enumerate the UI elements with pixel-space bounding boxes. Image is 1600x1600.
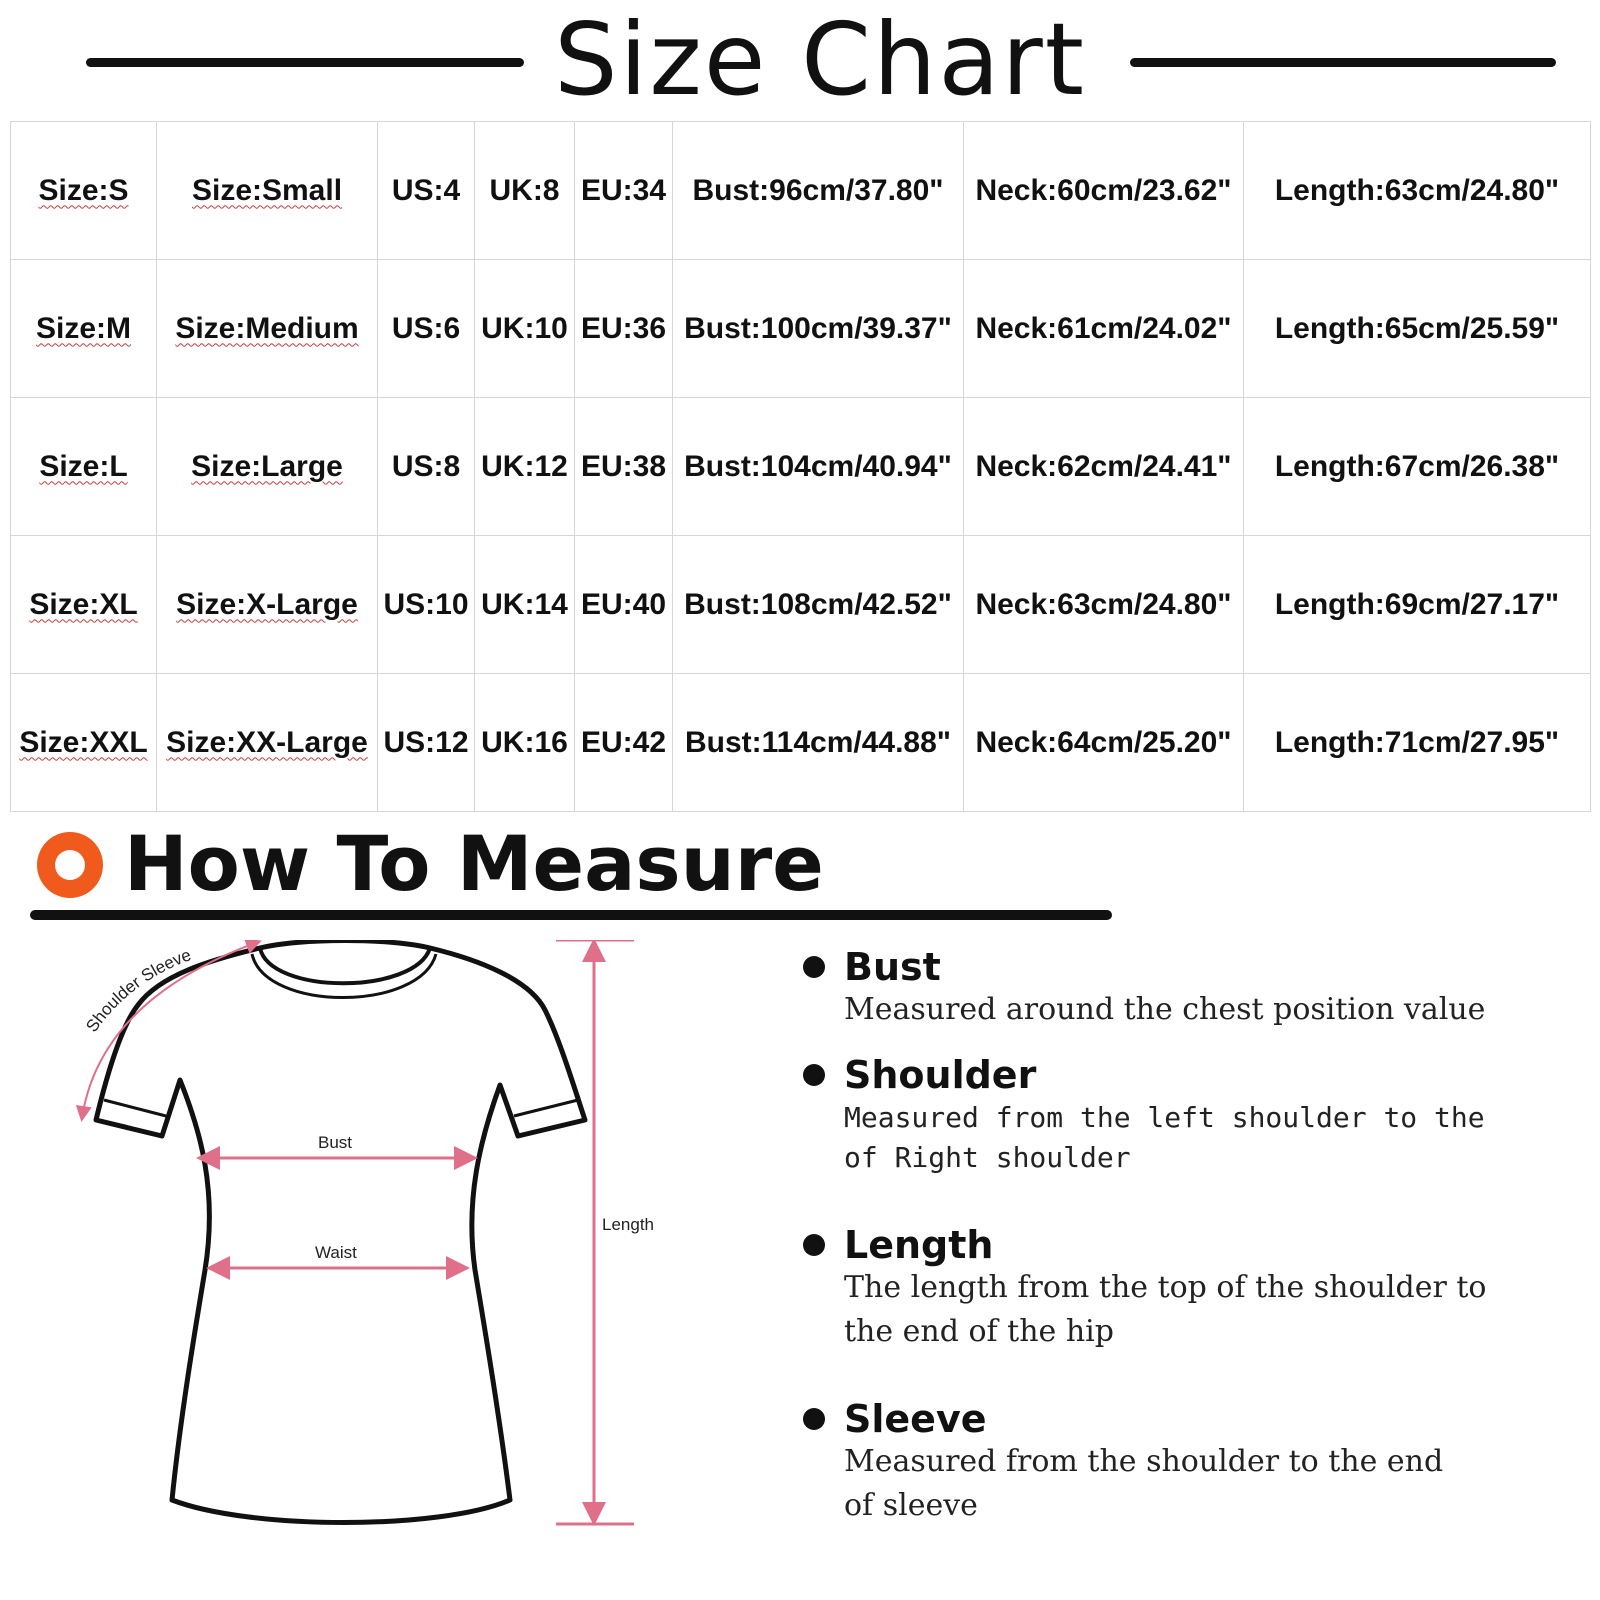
table-cell: [964, 674, 1244, 812]
waist-label: Waist: [315, 1243, 357, 1262]
table-cell: [378, 674, 475, 812]
size-value: Bust:104cm/40.94": [684, 449, 952, 483]
table-cell: [1244, 674, 1591, 812]
measure-heading: Shoulder: [844, 1053, 1037, 1097]
ring-icon: [37, 832, 103, 898]
size-value: Length:63cm/24.80": [1274, 173, 1560, 207]
measure-description-line: Measured around the chest position value: [844, 992, 1486, 1027]
size-value: UK:16: [481, 725, 568, 759]
size-label: Size:S: [38, 173, 129, 207]
size-value: UK:14: [481, 587, 568, 621]
table-cell: [378, 122, 475, 260]
table-cell: [11, 536, 157, 674]
size-label: Size:XXL: [19, 725, 148, 759]
table-row: [11, 122, 1591, 260]
table-row: [11, 536, 1591, 674]
measure-heading: Bust: [844, 945, 941, 989]
table-cell: [1244, 536, 1591, 674]
table-cell: [11, 122, 157, 260]
size-table-body: [11, 122, 1591, 812]
table-row: [11, 260, 1591, 398]
size-label: Size:M: [35, 311, 131, 345]
table-cell: [378, 260, 475, 398]
table-cell: [157, 536, 378, 674]
table-cell: [157, 398, 378, 536]
bust-label: Bust: [318, 1133, 353, 1152]
size-value: Length:71cm/27.95": [1274, 725, 1560, 759]
tshirt-diagram: [60, 940, 700, 1580]
measure-description-line: the end of the hip: [844, 1314, 1114, 1349]
size-value: EU:36: [580, 311, 667, 345]
size-value: Bust:114cm/44.88": [684, 725, 952, 759]
size-value: EU:42: [580, 725, 667, 759]
size-label: Size:XL: [29, 587, 138, 621]
size-label: Size:Small: [191, 173, 343, 207]
size-value: Neck:61cm/24.02": [975, 311, 1232, 345]
table-cell: [378, 398, 475, 536]
size-value: US:4: [391, 173, 461, 207]
section-underline: [30, 910, 1112, 920]
table-row: [11, 398, 1591, 536]
bullet-icon: [803, 1234, 825, 1256]
table-cell: [11, 398, 157, 536]
tshirt-left-sleeve-hem: [104, 1100, 166, 1116]
bullet-icon: [803, 1064, 825, 1086]
table-cell: [964, 398, 1244, 536]
table-cell: [475, 260, 575, 398]
size-label: Size:L: [39, 449, 128, 483]
table-cell: [157, 122, 378, 260]
table-cell: [673, 260, 964, 398]
size-value: Length:67cm/26.38": [1274, 449, 1560, 483]
size-value: Bust:100cm/39.37": [684, 311, 952, 345]
size-value: UK:12: [481, 449, 568, 483]
measure-description-line: The length from the top of the shoulder to: [844, 1270, 1487, 1305]
size-label: Size:Large: [191, 449, 343, 483]
table-cell: [575, 122, 673, 260]
size-value: EU:38: [580, 449, 667, 483]
table-cell: [575, 260, 673, 398]
size-value: Bust:96cm/37.80": [692, 173, 944, 207]
size-label: Size:Medium: [175, 311, 359, 345]
tshirt-right-sleeve-hem: [514, 1100, 578, 1116]
table-cell: [1244, 260, 1591, 398]
measure-description-line: Measured from the left shoulder to the: [844, 1101, 1485, 1134]
size-label: Size:X-Large: [176, 587, 358, 621]
size-table: [10, 121, 1591, 812]
size-value: US:12: [383, 725, 469, 759]
size-value: Length:69cm/27.17": [1274, 587, 1560, 621]
table-cell: [475, 674, 575, 812]
size-value: Bust:108cm/42.52": [684, 587, 952, 621]
table-cell: [1244, 122, 1591, 260]
size-value: Length:65cm/25.59": [1274, 311, 1560, 345]
table-cell: [11, 260, 157, 398]
table-cell: [673, 536, 964, 674]
table-cell: [964, 260, 1244, 398]
table-cell: [673, 674, 964, 812]
table-cell: [157, 674, 378, 812]
tshirt-neck-inner: [252, 954, 436, 998]
table-cell: [1244, 398, 1591, 536]
table-cell: [157, 260, 378, 398]
title-rule-left: [86, 58, 524, 67]
size-value: EU:40: [580, 587, 667, 621]
table-cell: [475, 398, 575, 536]
tshirt-outline: [96, 941, 585, 1523]
size-label: Size:XX-Large: [166, 725, 368, 759]
table-cell: [673, 122, 964, 260]
table-cell: [378, 536, 475, 674]
page-title: Size Chart: [554, 1, 1086, 118]
table-cell: [575, 536, 673, 674]
size-value: Neck:63cm/24.80": [975, 587, 1232, 621]
table-cell: [475, 122, 575, 260]
size-value: US:10: [383, 587, 469, 621]
table-cell: [575, 674, 673, 812]
measure-heading: Sleeve: [844, 1397, 987, 1441]
tshirt-neck: [260, 948, 430, 983]
measure-description-line: of sleeve: [844, 1488, 978, 1523]
shoulder-sleeve-label: Shoulder Sleeve: [82, 945, 194, 1036]
size-value: UK:10: [481, 311, 568, 345]
measure-description-line: Measured from the shoulder to the end: [844, 1444, 1444, 1479]
size-value: Neck:60cm/23.62": [975, 173, 1232, 207]
size-value: EU:34: [580, 173, 667, 207]
measure-heading: Length: [844, 1223, 994, 1267]
size-value: US:6: [391, 311, 461, 345]
table-cell: [11, 674, 157, 812]
bullet-icon: [803, 1408, 825, 1430]
title-rule-right: [1130, 58, 1556, 67]
table-row: [11, 674, 1591, 812]
size-value: Neck:64cm/25.20": [975, 725, 1232, 759]
table-cell: [673, 398, 964, 536]
size-value: UK:8: [489, 173, 560, 207]
table-cell: [575, 398, 673, 536]
table-cell: [475, 536, 575, 674]
size-value: US:8: [391, 449, 461, 483]
measure-description-line: of Right shoulder: [844, 1141, 1131, 1174]
section-title: How To Measure: [124, 819, 824, 908]
bullet-icon: [803, 956, 825, 978]
length-label: Length: [602, 1215, 654, 1234]
size-value: Neck:62cm/24.41": [975, 449, 1232, 483]
table-cell: [964, 122, 1244, 260]
table-cell: [964, 536, 1244, 674]
